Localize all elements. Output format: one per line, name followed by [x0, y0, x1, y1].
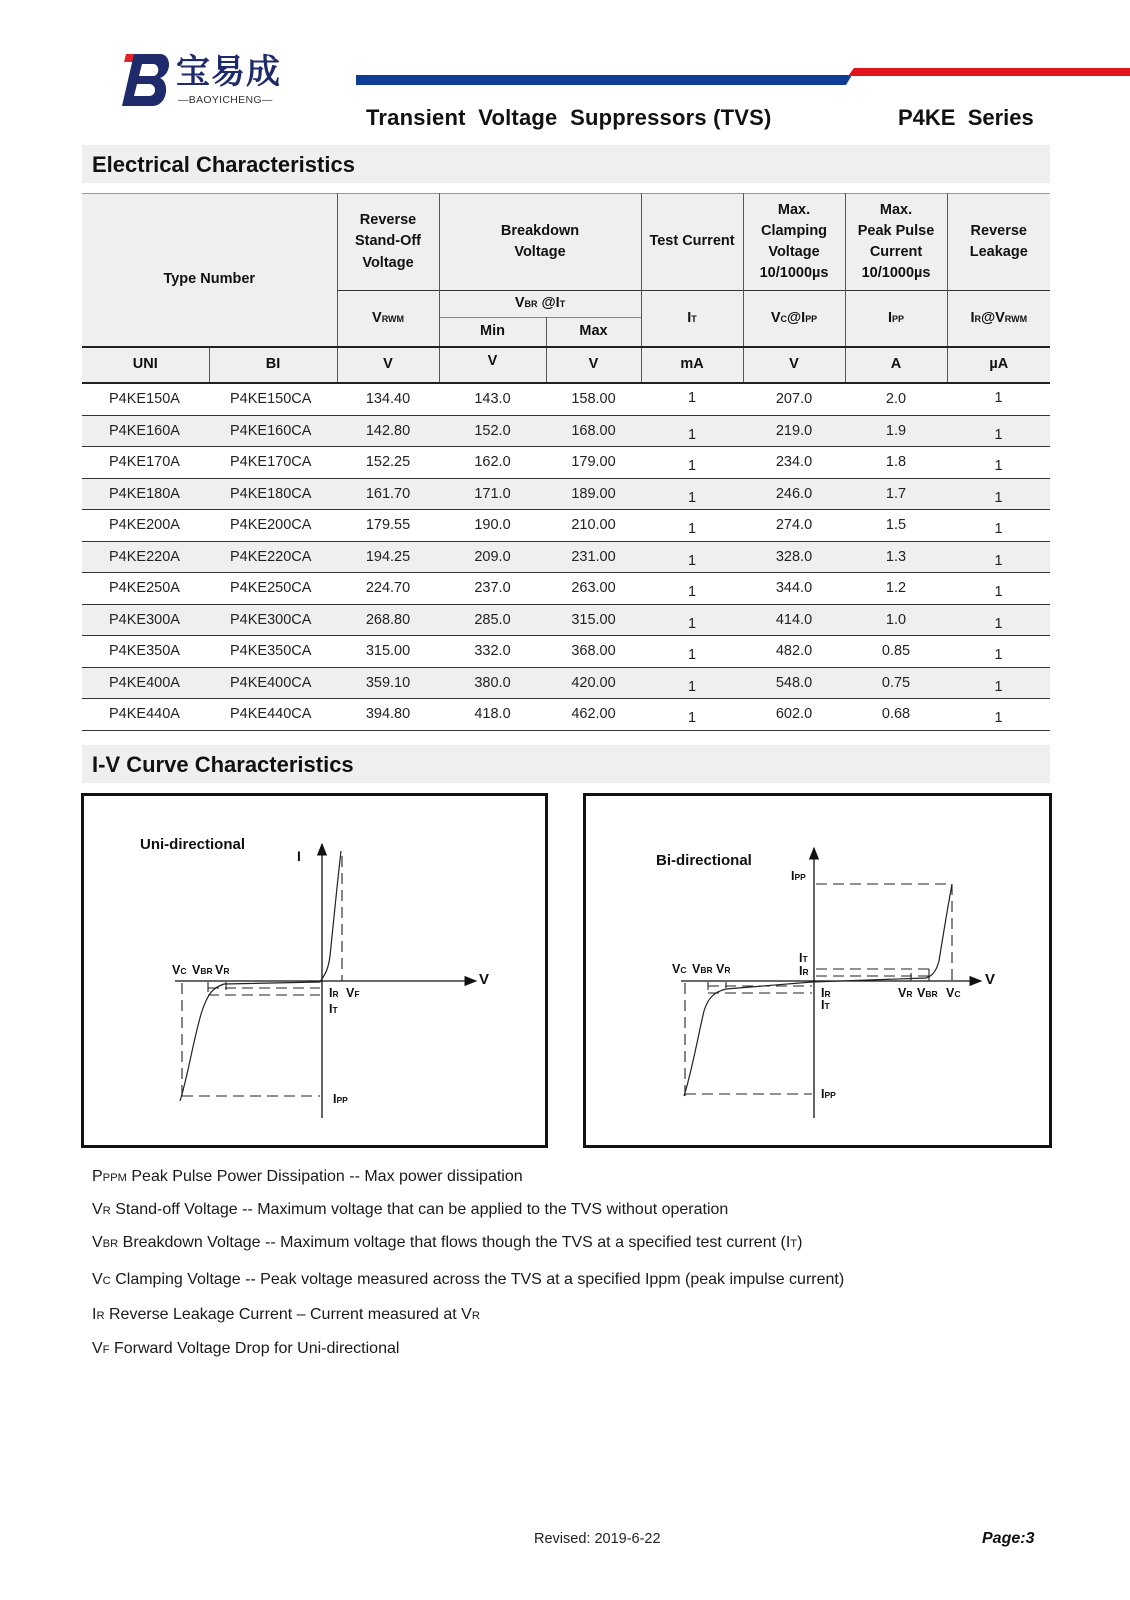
cell-uni-part: P4KE220A	[82, 541, 209, 573]
series-title: P4KE Series	[898, 105, 1034, 130]
unit-uni: UNI	[82, 347, 209, 383]
cell-vrwm: 142.80	[337, 415, 439, 447]
symbol-vbr-at-it: VBR @IT	[439, 291, 641, 318]
cell-vbr-max: 462.00	[546, 699, 641, 731]
cell-bi-part: P4KE160CA	[209, 415, 337, 447]
cell-vrwm: 134.40	[337, 383, 439, 415]
table-row	[82, 478, 1050, 510]
cell-ir: 1	[947, 699, 1050, 731]
table-row	[82, 604, 1050, 636]
uni-title: Uni-directional	[140, 836, 246, 853]
cell-vc: 328.0	[743, 541, 845, 573]
cell-it: 1	[641, 447, 743, 479]
definition-ir: IR Reverse Leakage Current – Current measured at VR	[92, 1306, 480, 1323]
cell-vc: 414.0	[743, 604, 845, 636]
cell-it: 1	[641, 510, 743, 542]
cell-vrwm: 161.70	[337, 478, 439, 510]
bi-label-vc-right: VC	[946, 986, 961, 1000]
cell-vrwm: 268.80	[337, 604, 439, 636]
bi-label-ir-top: IR	[799, 964, 809, 978]
cell-ipp: 1.5	[845, 510, 947, 542]
cell-vc: 234.0	[743, 447, 845, 479]
header-red-band	[848, 68, 1130, 76]
header-reverse-standoff: Reverse Stand-Off Voltage	[337, 194, 439, 291]
header-blue-band	[356, 75, 852, 85]
cell-uni-part: P4KE300A	[82, 604, 209, 636]
cell-ir: 1	[947, 510, 1050, 542]
uni-axis-v-label: V	[479, 971, 490, 988]
cell-bi-part: P4KE300CA	[209, 604, 337, 636]
cell-it: 1	[641, 604, 743, 636]
bi-directional-diagram	[583, 793, 1052, 1148]
cell-ir: 1	[947, 383, 1050, 415]
cell-vbr-min: 171.0	[439, 478, 546, 510]
section-title: Electrical Characteristics	[92, 152, 355, 177]
bi-label-ipp-bottom: IPP	[821, 1087, 836, 1101]
bi-title: Bi-directional	[656, 852, 752, 869]
uni-label-vr: VR	[215, 963, 230, 977]
bi-label-it-top: IT	[799, 951, 808, 965]
cell-uni-part: P4KE150A	[82, 383, 209, 415]
cell-vbr-max: 189.00	[546, 478, 641, 510]
cell-it: 1	[641, 383, 743, 415]
cell-bi-part: P4KE250CA	[209, 573, 337, 605]
definition-vbr: VBR Breakdown Voltage -- Maximum voltage that flows though the TVS at a specified test current (IT)	[92, 1234, 803, 1251]
document-title: Transient Voltage Suppressors (TVS)	[366, 105, 772, 130]
cell-ipp: 0.75	[845, 667, 947, 699]
cell-vbr-min: 209.0	[439, 541, 546, 573]
cell-vbr-min: 152.0	[439, 415, 546, 447]
uni-label-it: IT	[329, 1002, 338, 1016]
section-header-iv-curve	[82, 745, 1050, 783]
definition-vc: VC Clamping Voltage -- Peak voltage measured across the TVS at a specified Ippm (peak impulse current)	[92, 1271, 845, 1288]
header-max: Max	[546, 318, 641, 348]
cell-vrwm: 194.25	[337, 541, 439, 573]
logo-chinese-name: 宝易成	[176, 52, 281, 92]
header-min: Min	[439, 318, 546, 348]
cell-vc: 548.0	[743, 667, 845, 699]
cell-ipp: 2.0	[845, 383, 947, 415]
header-test-current: Test Current	[641, 194, 743, 291]
electrical-characteristics-table	[82, 193, 1050, 731]
definition-vr: VR Stand-off Voltage -- Maximum voltage that can be applied to the TVS without operation	[92, 1201, 729, 1218]
revision-date: Revised: 2019-6-22	[534, 1531, 661, 1547]
table-row	[82, 447, 1050, 479]
bi-label-vbr-right: VBR	[917, 986, 938, 1000]
unit-ipp: A	[845, 347, 947, 383]
table-body	[82, 383, 1050, 730]
cell-bi-part: P4KE150CA	[209, 383, 337, 415]
cell-vbr-min: 162.0	[439, 447, 546, 479]
page-number: Page:3	[982, 1530, 1035, 1547]
cell-vrwm: 152.25	[337, 447, 439, 479]
cell-vc: 274.0	[743, 510, 845, 542]
cell-uni-part: P4KE250A	[82, 573, 209, 605]
cell-bi-part: P4KE200CA	[209, 510, 337, 542]
cell-uni-part: P4KE200A	[82, 510, 209, 542]
table-row	[82, 636, 1050, 668]
bi-axis-v-label: V	[985, 971, 996, 988]
header-color-band	[356, 66, 1130, 86]
company-logo	[120, 50, 290, 112]
header-breakdown-voltage: Breakdown Voltage	[439, 194, 641, 291]
definition-vf: VF Forward Voltage Drop for Uni-directional	[92, 1340, 400, 1357]
cell-vbr-min: 418.0	[439, 699, 546, 731]
symbol-ir-at-vrwm: IR@VRWM	[947, 291, 1050, 348]
cell-uni-part: P4KE440A	[82, 699, 209, 731]
header-clamping-voltage: Max. Clamping Voltage 10/1000µs	[743, 194, 845, 291]
cell-ipp: 1.7	[845, 478, 947, 510]
table-row	[82, 541, 1050, 573]
uni-axis-i-label: I	[297, 848, 301, 864]
section-header-electrical	[82, 145, 1050, 183]
cell-it: 1	[641, 636, 743, 668]
cell-bi-part: P4KE350CA	[209, 636, 337, 668]
uni-directional-diagram	[81, 793, 548, 1148]
cell-uni-part: P4KE160A	[82, 415, 209, 447]
header-peak-pulse-current: Max. Peak Pulse Current 10/1000µs	[845, 194, 947, 291]
cell-vc: 602.0	[743, 699, 845, 731]
cell-it: 1	[641, 415, 743, 447]
bi-iv-curve	[586, 796, 1049, 1145]
cell-ipp: 1.3	[845, 541, 947, 573]
uni-label-ipp: IPP	[333, 1092, 348, 1106]
unit-bi: BI	[209, 347, 337, 383]
header-reverse-leakage: Reverse Leakage	[947, 194, 1050, 291]
cell-ipp: 1.9	[845, 415, 947, 447]
bi-label-it-bottom: IT	[821, 998, 830, 1012]
cell-bi-part: P4KE180CA	[209, 478, 337, 510]
cell-vc: 207.0	[743, 383, 845, 415]
bi-label-vc: VC	[672, 962, 687, 976]
cell-vrwm: 359.10	[337, 667, 439, 699]
cell-vbr-min: 237.0	[439, 573, 546, 605]
table-row	[82, 699, 1050, 731]
cell-ipp: 1.2	[845, 573, 947, 605]
cell-vbr-min: 143.0	[439, 383, 546, 415]
units-row	[82, 347, 1050, 383]
uni-dashed-guides	[182, 856, 342, 1101]
bi-label-ir-bottom: IR	[821, 986, 831, 1000]
bi-label-ipp-top: IPP	[791, 869, 806, 883]
bi-label-vr-right: VR	[898, 986, 913, 1000]
logo-b-icon	[120, 52, 172, 108]
cell-ipp: 0.68	[845, 699, 947, 731]
cell-ir: 1	[947, 604, 1050, 636]
symbol-vrwm: VRWM	[337, 291, 439, 348]
cell-vbr-max: 168.00	[546, 415, 641, 447]
symbol-vc-at-ipp: VC@IPP	[743, 291, 845, 348]
header-type-number: Type Number	[82, 194, 337, 348]
cell-uni-part: P4KE170A	[82, 447, 209, 479]
cell-ir: 1	[947, 541, 1050, 573]
bi-label-vbr: VBR	[692, 962, 713, 976]
unit-vbr-max: V	[546, 347, 641, 383]
cell-vrwm: 224.70	[337, 573, 439, 605]
cell-vc: 246.0	[743, 478, 845, 510]
cell-it: 1	[641, 573, 743, 605]
cell-ir: 1	[947, 447, 1050, 479]
cell-it: 1	[641, 541, 743, 573]
cell-uni-part: P4KE350A	[82, 636, 209, 668]
cell-bi-part: P4KE220CA	[209, 541, 337, 573]
cell-it: 1	[641, 478, 743, 510]
uni-label-vc: VC	[172, 963, 187, 977]
cell-bi-part: P4KE170CA	[209, 447, 337, 479]
unit-vc: V	[743, 347, 845, 383]
cell-vbr-max: 158.00	[546, 383, 641, 415]
table-row	[82, 667, 1050, 699]
unit-it: mA	[641, 347, 743, 383]
symbol-ipp: IPP	[845, 291, 947, 348]
cell-ir: 1	[947, 573, 1050, 605]
symbol-it: IT	[641, 291, 743, 348]
uni-label-vbr: VBR	[192, 963, 213, 977]
cell-vbr-max: 210.00	[546, 510, 641, 542]
cell-vc: 344.0	[743, 573, 845, 605]
section-title: I-V Curve Characteristics	[92, 752, 354, 777]
cell-ir: 1	[947, 478, 1050, 510]
cell-vbr-max: 231.00	[546, 541, 641, 573]
cell-vbr-min: 380.0	[439, 667, 546, 699]
cell-it: 1	[641, 699, 743, 731]
table-row	[82, 383, 1050, 415]
table-row	[82, 573, 1050, 605]
cell-vbr-min: 332.0	[439, 636, 546, 668]
cell-vbr-max: 368.00	[546, 636, 641, 668]
cell-vrwm: 179.55	[337, 510, 439, 542]
cell-ipp: 1.0	[845, 604, 947, 636]
cell-it: 1	[641, 667, 743, 699]
cell-vbr-max: 263.00	[546, 573, 641, 605]
table-row	[82, 510, 1050, 542]
cell-ir: 1	[947, 667, 1050, 699]
cell-uni-part: P4KE400A	[82, 667, 209, 699]
cell-vbr-max: 179.00	[546, 447, 641, 479]
uni-label-vf: VF	[346, 986, 360, 1000]
cell-uni-part: P4KE180A	[82, 478, 209, 510]
cell-bi-part: P4KE440CA	[209, 699, 337, 731]
unit-ir: µA	[947, 347, 1050, 383]
definition-pppm: PPPM Peak Pulse Power Dissipation -- Max power dissipation	[92, 1168, 523, 1185]
unit-vbr-min: V	[439, 347, 546, 383]
cell-vc: 482.0	[743, 636, 845, 668]
cell-vbr-max: 420.00	[546, 667, 641, 699]
cell-bi-part: P4KE400CA	[209, 667, 337, 699]
cell-vc: 219.0	[743, 415, 845, 447]
cell-ipp: 0.85	[845, 636, 947, 668]
table-row	[82, 415, 1050, 447]
cell-vbr-max: 315.00	[546, 604, 641, 636]
logo-english-name: —BAOYICHENG—	[178, 94, 273, 106]
cell-vrwm: 315.00	[337, 636, 439, 668]
cell-ir: 1	[947, 415, 1050, 447]
cell-vrwm: 394.80	[337, 699, 439, 731]
bi-label-vr: VR	[716, 962, 731, 976]
unit-vrwm: V	[337, 347, 439, 383]
cell-vbr-min: 190.0	[439, 510, 546, 542]
cell-ipp: 1.8	[845, 447, 947, 479]
uni-label-ir: IR	[329, 986, 339, 1000]
cell-vbr-min: 285.0	[439, 604, 546, 636]
cell-ir: 1	[947, 636, 1050, 668]
